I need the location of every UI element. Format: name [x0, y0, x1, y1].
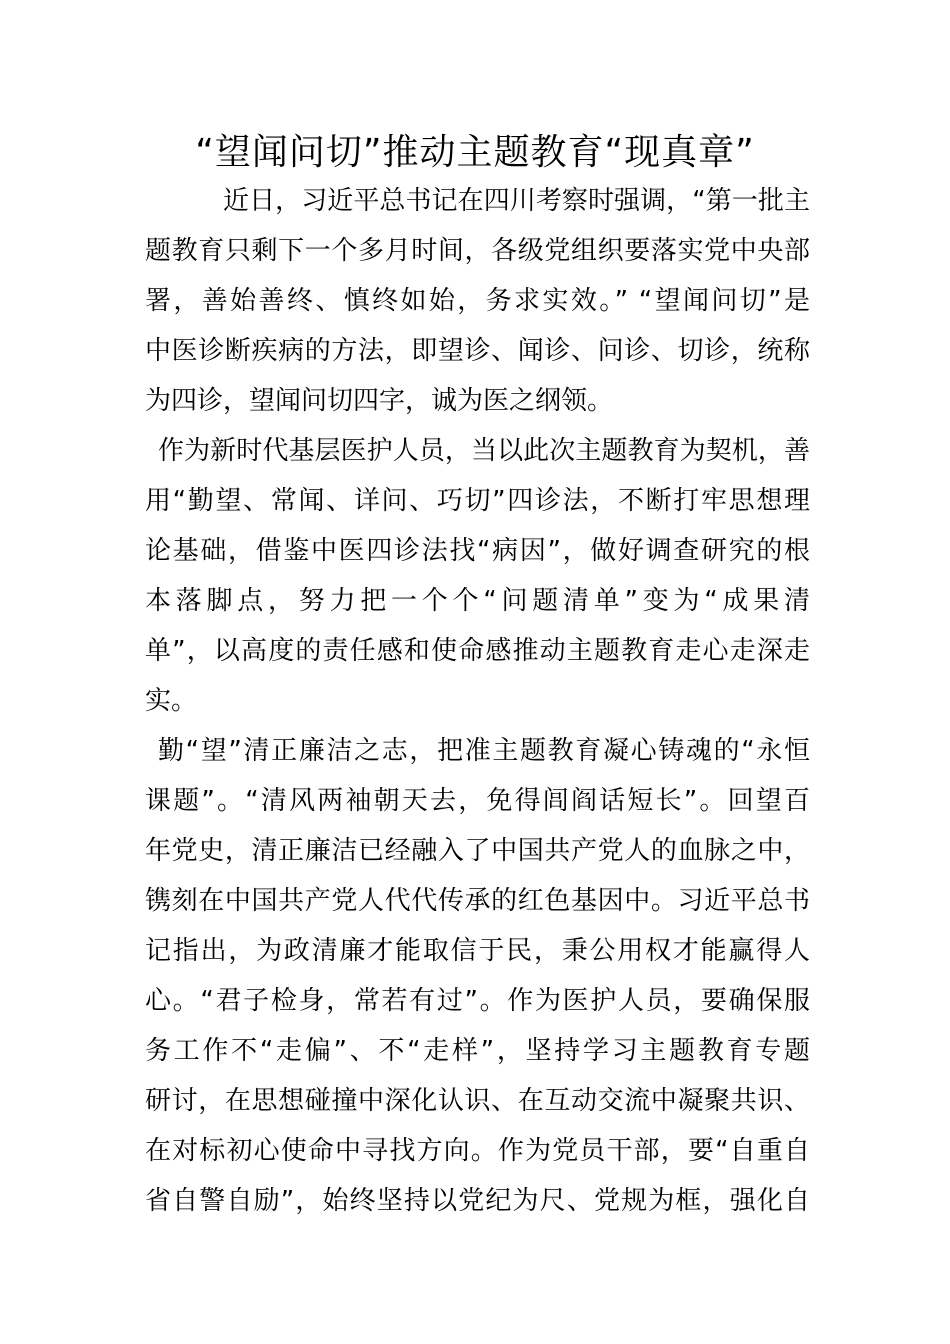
text-line: 勤“望”清正廉洁之志，把准主题教育凝心铸魂的“永恒: [158, 736, 810, 766]
text-line: 课题”。“清风两袖朝天去，免得闾阎话短长”。回望百: [145, 786, 810, 816]
paragraph-1: [145, 176, 810, 426]
text-line: 论基础，借鉴中医四诊法找“病因”，做好调查研究的根: [145, 536, 810, 566]
text-line: 省自警自励”，始终坚持以党纪为尺、党规为框，强化自: [145, 1186, 810, 1216]
text-line: 单”，以高度的责任感和使命感推动主题教育走心走深走: [145, 636, 810, 666]
text-line: 题教育只剩下一个多月时间，各级党组织要落实党中央部: [145, 236, 810, 266]
text-line: 署，善始善终、慎终如始，务求实效。” “望闻问切”是: [145, 286, 810, 316]
text-line: 研讨，在思想碰撞中深化认识、在互动交流中凝聚共识、: [145, 1086, 810, 1116]
text-line: 心。“君子检身，常若有过”。作为医护人员，要确保服: [145, 986, 810, 1016]
document-body: [145, 176, 810, 1226]
paragraph-2: [145, 426, 810, 726]
text-line: 本落脚点，努力把一个个“问题清单”变为“成果清: [145, 586, 810, 616]
text-line: 实。: [145, 686, 198, 716]
text-line: 用“勤望、常闻、详问、巧切”四诊法，不断打牢思想理: [145, 486, 810, 516]
text-line: 作为新时代基层医护人员，当以此次主题教育为契机，善: [158, 436, 810, 466]
text-line: 务工作不“走偏”、不“走样”，坚持学习主题教育专题: [145, 1036, 810, 1066]
text-line: 为四诊，望闻问切四字，诚为医之纲领。: [145, 386, 614, 416]
text-line: 近日，习近平总书记在四川考察时强调，“第一批主: [223, 186, 810, 216]
document-title: “望闻问切”推动主题教育“现真章”: [195, 132, 755, 173]
text-line: 中医诊断疾病的方法，即望诊、闻诊、问诊、切诊，统称: [145, 336, 810, 366]
text-line: 镌刻在中国共产党人代代传承的红色基因中。习近平总书: [145, 886, 810, 916]
paragraph-3: [145, 726, 810, 1226]
text-line: 在对标初心使命中寻找方向。作为党员干部，要“自重自: [145, 1136, 810, 1166]
text-line: 年党史，清正廉洁已经融入了中国共产党人的血脉之中，: [145, 836, 810, 866]
text-line: 记指出，为政清廉才能取信于民，秉公用权才能赢得人: [145, 936, 810, 966]
